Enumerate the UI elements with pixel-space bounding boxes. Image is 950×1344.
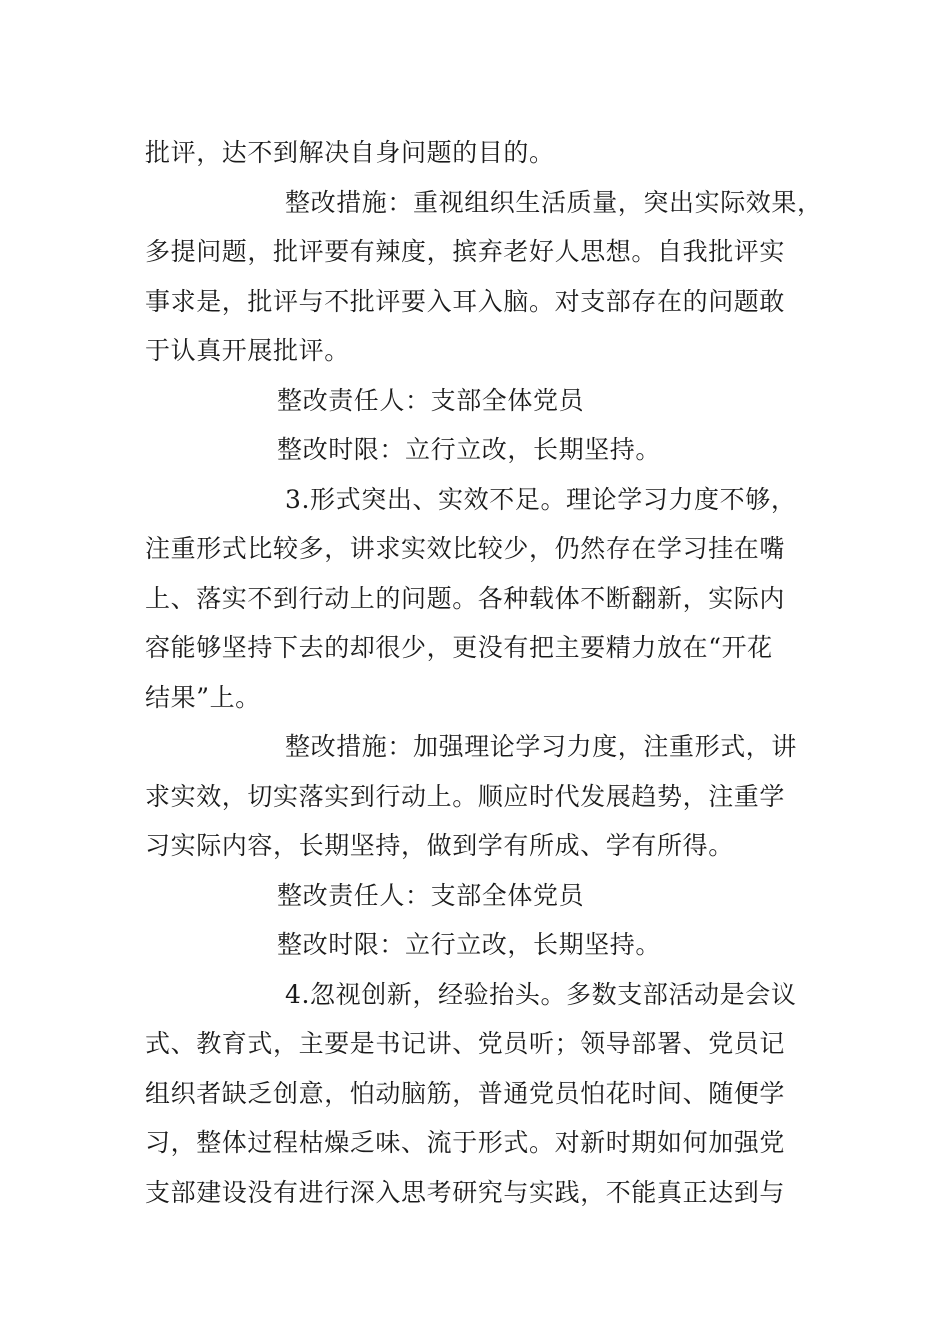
text-line: 结果”上。 <box>145 682 261 712</box>
text-line: 于认真开展批评。 <box>145 336 350 365</box>
text-line: 组织者缺乏创意，怕动脑筋，普通党员怕花时间、随便学 <box>145 1078 786 1108</box>
text-line: 整改措施：加强理论学习力度，注重形式，讲 <box>285 732 798 761</box>
text-line: 容能够坚持下去的却很少，更没有把主要精力放在“开花 <box>145 633 773 662</box>
document-page <box>145 128 823 1217</box>
text-line: 支部建设没有进行深入思考研究与实践，不能真正达到与 <box>145 1177 786 1207</box>
text-line: 多提问题，批评要有辣度，摈弃老好人思想。自我批评实 <box>145 237 786 266</box>
text-line: 批评，达不到解决自身问题的目的。 <box>145 138 555 167</box>
text-line: 求实效，切实落实到行动上。顺应时代发展趋势，注重学 <box>145 781 786 811</box>
text-line: 4.忽视创新，经验抬头。多数支部活动是会议 <box>285 979 797 1009</box>
text-line: 整改责任人：支部全体党员 <box>277 385 585 415</box>
text-line: 上、落实不到行动上的问题。各种载体不断翻新，实际内 <box>145 583 786 613</box>
text-line: 整改时限：立行立改，长期坚持。 <box>277 435 662 464</box>
text-line: 整改责任人：支部全体党员 <box>277 880 585 910</box>
text-line: 整改措施：重视组织生活质量，突出实际效果， <box>285 187 823 217</box>
text-line: 事求是，批评与不批评要入耳入脑。对支部存在的问题敢 <box>145 286 786 316</box>
text-line: 习实际内容，长期坚持，做到学有所成、学有所得。 <box>145 831 734 860</box>
text-line: 3.形式突出、实效不足。理论学习力度不够， <box>285 484 797 514</box>
text-line: 整改时限：立行立改，长期坚持。 <box>277 930 662 959</box>
text-line: 注重形式比较多，讲求实效比较少，仍然存在学习挂在嘴 <box>145 534 786 563</box>
text-line: 式、教育式，主要是书记讲、党员听；领导部署、党员记 <box>145 1029 786 1058</box>
text-line: 习，整体过程枯燥乏味、流于形式。对新时期如何加强党 <box>145 1128 786 1157</box>
